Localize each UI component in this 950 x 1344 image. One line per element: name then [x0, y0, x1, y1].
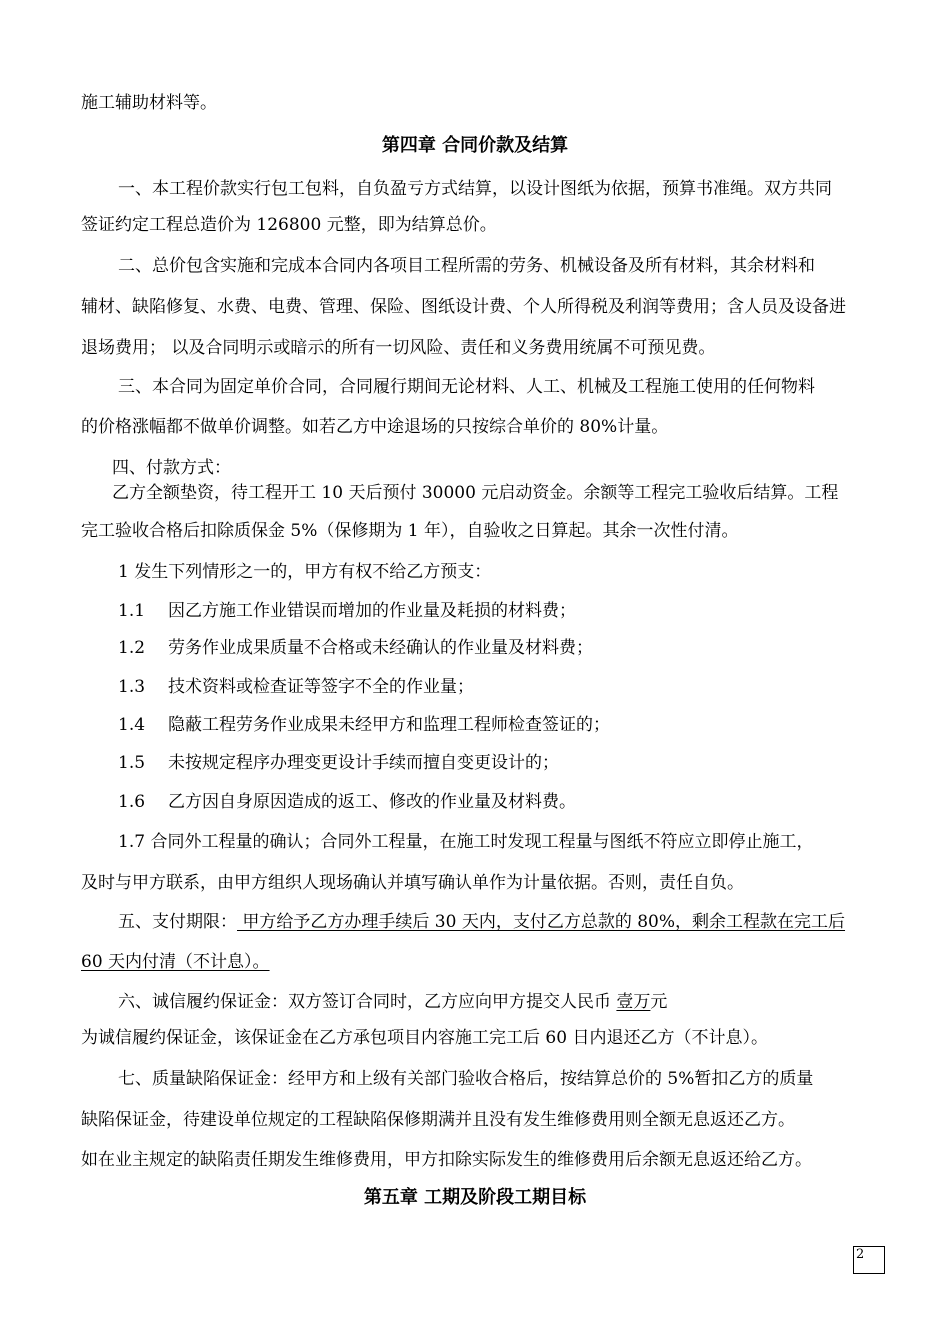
text-line: 辅材、缺陷修复、水费、电费、管理、保险、图纸设计费、个人所得税及利润等费用；含人员及设备进: [81, 297, 846, 317]
underlined-text: 60 天内付清（不计息）。: [81, 952, 270, 972]
text-line: 七、质量缺陷保证金：经甲方和上级有关部门验收合格后，按结算总价的 5%暂扣乙方的质量: [118, 1069, 814, 1089]
list-text: 乙方因自身原因造成的返工、修改的作业量及材料费。: [168, 792, 576, 812]
list-number: 1.1: [118, 601, 146, 621]
list-number: 1.3: [118, 677, 146, 697]
deposit-amount: 壹万: [616, 992, 651, 1012]
list-item: [118, 713, 610, 737]
list-text: 技术资料或检查证等签字不全的作业量；: [168, 677, 474, 697]
text-line: 一、本工程价款实行包工包料，自负盈亏方式结算，以设计图纸为依据，预算书准绳。双方共同: [118, 179, 832, 199]
list-item: [118, 675, 474, 699]
text-line: 施工辅助材料等。: [81, 93, 217, 113]
text-line: 为诚信履约保证金，该保证金在乙方承包项目内容施工完工后 60 日内退还乙方（不计息）。: [81, 1028, 768, 1048]
chapter-5-heading: 第五章 工期及阶段工期目标: [363, 1187, 587, 1208]
text-line: 完工验收合格后扣除质保金 5%（保修期为 1 年），自验收之日算起。其余一次性付清。: [81, 521, 739, 541]
text-line: 1.7 合同外工程量的确认；合同外工程量，在施工时发现工程量与图纸不符应立即停止施工，: [118, 832, 814, 852]
list-number: 1.5: [118, 753, 146, 773]
list-number: 1.2: [118, 638, 146, 658]
chapter-4-heading: 第四章 合同价款及结算: [381, 135, 569, 156]
list-item: [118, 636, 593, 660]
text-line: 二、总价包含实施和完成本合同内各项目工程所需的劳务、机械设备及所有材料，其余材料和: [118, 256, 815, 276]
list-text: 未按规定程序办理变更设计手续而擅自变更设计的；: [168, 753, 559, 773]
text-line: 如在业主规定的缺陷责任期发生维修费用，甲方扣除实际发生的维修费用后余额无息返还给乙方。: [81, 1150, 812, 1170]
clause-lead: 五、支付期限：: [118, 912, 237, 932]
list-number: 1.6: [118, 792, 146, 812]
list-number: 1.4: [118, 715, 146, 735]
list-text: 因乙方施工作业错误而增加的作业量及耗损的材料费；: [168, 601, 576, 621]
text-line: 的价格涨幅都不做单价调整。如若乙方中途退场的只按综合单价的 80%计量。: [81, 417, 669, 437]
page-number: 2: [856, 1247, 865, 1262]
text-line: [118, 990, 667, 1014]
text-line: 乙方全额垫资，待工程开工 10 天后预付 30000 元启动资金。余额等工程完工验收后结算。工程: [112, 483, 839, 503]
text-line: [118, 910, 845, 934]
text-line: 四、付款方式：: [112, 458, 231, 478]
list-item: [118, 790, 576, 814]
text-line: 及时与甲方联系，由甲方组织人现场确认并填写确认单作为计量依据。否则，责任自负。: [81, 873, 744, 893]
text-line: 缺陷保证金，待建设单位规定的工程缺陷保修期满并且没有发生维修费用则全额无息返还乙方。: [81, 1110, 795, 1130]
list-item: [118, 599, 576, 623]
text-line: 签证约定工程总造价为 126800 元整，即为结算总价。: [81, 215, 497, 235]
clause-lead: 六、诚信履约保证金：双方签订合同时，乙方应向甲方提交人民币: [118, 992, 617, 1012]
list-text: 隐蔽工程劳务作业成果未经甲方和监理工程师检查签证的；: [168, 715, 610, 735]
currency-unit: 元: [650, 992, 668, 1012]
list-item: [118, 751, 559, 775]
text-line: [81, 950, 270, 974]
list-text: 劳务作业成果质量不合格或未经确认的作业量及材料费；: [168, 638, 593, 658]
underlined-text: 甲方给予乙方办理手续后 30 天内，支付乙方总款的 80%，剩余工程款在完工后: [237, 912, 846, 932]
text-line: 1 发生下列情形之一的，甲方有权不给乙方预支：: [118, 562, 492, 582]
text-line: 退场费用； 以及合同明示或暗示的所有一切风险、责任和义务费用统属不可预见费。: [81, 338, 716, 358]
text-line: 三、本合同为固定单价合同，合同履行期间无论材料、人工、机械及工程施工使用的任何物料: [118, 377, 815, 397]
page-number-box: [853, 1246, 885, 1274]
